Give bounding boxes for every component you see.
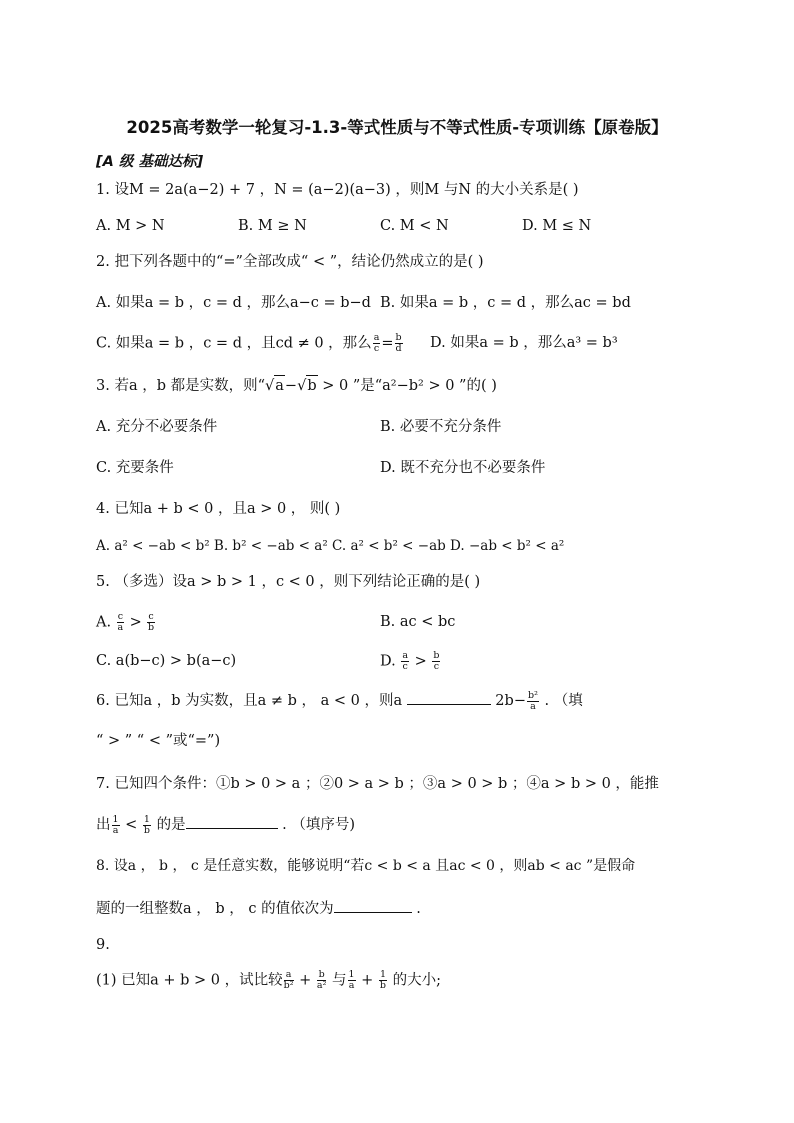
question-7-line-2: 出 $\frac{1}{a}$ < $\frac{1}{b}$ 的是 . （填序号) [96, 813, 356, 836]
answer-blank[interactable] [186, 814, 278, 829]
q2-option-a: A. 如果a = b ，c = d ，那么a−c = b−d [96, 295, 371, 311]
q1-option-d: D. M ≤ N [522, 218, 592, 234]
fraction: $\frac{c}{b}$ [148, 611, 155, 633]
question-1-stem: 1. 设M = 2a(a−2) + 7 ，N = (a−2)(a−3) ，则M 与N 的大小关系是( ) [96, 182, 579, 198]
fraction: $\frac{b}{d}$ [395, 332, 402, 354]
fraction: $\frac{a}{c}$ [402, 650, 408, 672]
fraction: $\frac{a}{c}$ [373, 332, 380, 354]
question-2-stem: 2. 把下列各题中的“=”全部改成“ < ”，结论仍然成立的是( ) [96, 254, 484, 270]
question-5-stem: 5. （多选）设a > b > 1 ，c < 0 ，则下列结论正确的是( ) [96, 574, 481, 590]
answer-blank[interactable] [407, 690, 491, 705]
q1-option-c: C. M < N [380, 218, 449, 234]
q3-option-d: D. 既不充分也不必要条件 [380, 460, 546, 476]
question-6-hint: “ > ” “ < ”或“=”) [96, 733, 221, 749]
fraction: $\frac{b}{c}$ [433, 650, 440, 672]
question-8-line-2: 题的一组整数a ， b ， c 的值依次为 . [96, 898, 421, 919]
fraction: $\frac{1}{b}$ [379, 969, 386, 991]
fraction: $\frac{\text{b²}}{a}$ [527, 689, 538, 712]
fraction: $\frac{a}{\text{b²}}$ [283, 969, 294, 991]
fraction: $\frac{1}{b}$ [143, 813, 150, 836]
q2-option-c-text: C. 如果a = b ，c = d ，且cd ≠ 0 ，那么 [96, 335, 372, 352]
fraction: $\frac{1}{a}$ [112, 813, 119, 836]
sqrt-symbol: √ [265, 378, 275, 394]
question-9-number: 9. [96, 937, 110, 953]
sqrt-symbol: √ [297, 378, 307, 394]
q2-option-d: D. 如果a = b ，那么a³ = b³ [430, 335, 618, 351]
answer-blank[interactable] [334, 898, 412, 913]
question-7-line-1: 7. 已知四个条件：①b > 0 > a ；②0 > a > b ；③a > 0 > b ；④a > b > 0 ，能推 [96, 776, 659, 792]
q5-option-b: B. ac < bc [380, 614, 456, 630]
question-3-stem: 3. 若a ，b 都是实数，则“√a−√b > 0 ”是“a²−b² > 0 ”的( ) [96, 375, 497, 396]
q5-option-d: D. $\frac{a}{c}$ > $\frac{b}{c}$ [380, 650, 440, 672]
question-9-part-1: (1) 已知a + b > 0 ，试比较 $\frac{a}{\text{b²}}$ + $\frac{b}{\text{a²}}$ 与 $\frac{1}{a}$ + $\frac{1}{b}$ 的大小; [96, 969, 441, 991]
q5-option-c: C. a(b−c) > b(a−c) [96, 653, 237, 669]
q3-option-a: A. 充分不必要条件 [96, 419, 218, 435]
q2-option-b: B. 如果a = b ，c = d ，那么ac = bd [380, 295, 631, 311]
fraction: $\frac{1}{a}$ [348, 969, 355, 991]
page-title: 2025高考数学一轮复习-1.3-等式性质与不等式性质-专项训练【原卷版】 [126, 118, 668, 137]
q3-option-b: B. 必要不充分条件 [380, 419, 502, 435]
question-4-stem: 4. 已知a + b < 0 ，且a > 0 ， 则( ) [96, 501, 341, 517]
q4-options: A. a² < −ab < b² B. b² < −ab < a² C. a² < b² < −ab D. −ab < b² < a² [96, 538, 565, 554]
q1-option-a: A. M > N [96, 218, 165, 234]
fraction: $\frac{c}{a}$ [117, 611, 124, 633]
section-heading: [A 级 基础达标] [96, 154, 204, 170]
q1-option-b: B. M ≥ N [238, 218, 307, 234]
q3-option-c: C. 充要条件 [96, 460, 174, 476]
question-8-line-1: 8. 设a ， b ， c 是任意实数，能够说明“若c < b < a 且ac < 0 ，则ab < ac ”是假命 [96, 858, 636, 874]
q5-option-a: A. $\frac{c}{a}$ > $\frac{c}{b}$ [96, 611, 155, 633]
question-6-stem: 6. 已知a ，b 为实数，且a ≠ b ， a < 0 ，则a 2b− $\frac{\text{b²}}{a}$ . （填 [96, 689, 583, 712]
fraction: $\frac{b}{\text{a²}}$ [316, 969, 327, 991]
q2-option-c: C. 如果a = b ，c = d ，且cd ≠ 0 ，那么 $\frac{a}{c}$ = $\frac{b}{d}$ [96, 332, 402, 354]
